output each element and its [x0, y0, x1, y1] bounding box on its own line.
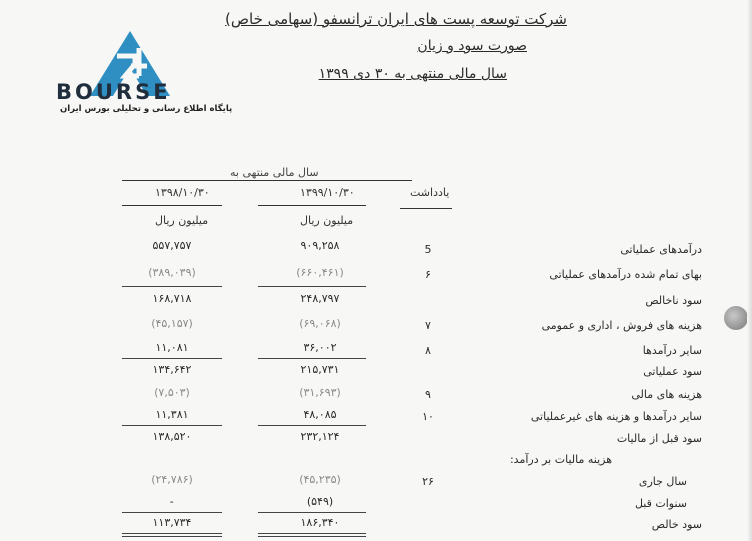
period-underline: [122, 180, 412, 181]
row-label: سود قبل از مالیات: [616, 432, 702, 445]
row-value-1399: ۱۸۶,۳۴۰: [300, 516, 340, 529]
col2-date: ۱۳۹۸/۱۰/۳۰: [155, 186, 210, 199]
note-header: یادداشت: [410, 186, 450, 199]
row-value-1399: (۴۵,۲۳۵): [299, 473, 341, 486]
col1-date: ۱۳۹۹/۱۰/۳۰: [300, 186, 355, 199]
row-value-1398: ۱۳۴,۶۴۲: [152, 363, 192, 376]
row-value-1398: (۳۸۹,۰۳۹): [148, 266, 196, 279]
row-label: بهای تمام شده درآمدهای عملیاتی: [549, 268, 702, 281]
col2-date-underline: [122, 205, 222, 206]
row-value-1398: ۱۱,۰۸۱: [155, 341, 189, 354]
row-value-1399: ۹۰۹,۲۵۸: [300, 239, 340, 252]
row-value-1398: ۵۵۷,۷۵۷: [152, 239, 192, 252]
row-value-1399: ۲۳۲,۱۲۴: [300, 430, 340, 443]
col1-date-underline: [258, 205, 366, 206]
row-label: هزینه های مالی: [631, 388, 702, 401]
subtotal-line: [122, 512, 222, 513]
row-value-1398: ۱۱۳,۷۳۴: [152, 516, 192, 529]
subtotal-line: [258, 425, 366, 426]
row-label: سال جاری: [638, 475, 687, 488]
row-label: سود ناخالص: [645, 294, 702, 307]
row-value-1398: (۲۴,۷۸۶): [151, 473, 193, 486]
row-note: 5: [424, 243, 432, 256]
total-double-line: [258, 536, 366, 537]
row-label: درآمدهای عملیاتی: [620, 243, 702, 256]
company-title: شرکت توسعه پست های ایران ترانسفو (سهامی خاص): [225, 10, 567, 28]
total-double-line: [258, 533, 366, 534]
row-note: ۶: [425, 268, 431, 281]
subtotal-line: [122, 358, 222, 359]
binder-hole-icon: [724, 306, 748, 330]
row-value-1398: ۱۳۸,۵۲۰: [152, 430, 192, 443]
subtotal-line: [258, 286, 366, 287]
row-note: ۱۰: [422, 410, 434, 423]
row-value-1399: (۳۱,۶۹۳): [299, 386, 341, 399]
total-double-line: [122, 533, 222, 534]
logo-text: BOURSE: [56, 80, 171, 104]
period-title: سال مالی منتهی به ۳۰ دی ۱۳۹۹: [318, 66, 507, 82]
row-value-1399: (۶۶۰,۴۶۱): [296, 266, 344, 279]
row-label: هزینه مالیات بر درآمد:: [509, 453, 612, 466]
row-label: سایر درآمدها: [642, 344, 702, 357]
statement-title: صورت سود و زیان: [417, 38, 527, 54]
row-value-1398: -: [169, 495, 175, 508]
row-value-1399: ۴۸,۰۸۵: [303, 408, 337, 421]
row-note: ۷: [425, 319, 431, 332]
row-value-1398: (۴۵,۱۵۷): [151, 317, 193, 330]
row-value-1399: (۵۴۹): [306, 495, 334, 508]
col2-unit: میلیون ریال: [155, 214, 209, 227]
subtotal-line: [258, 512, 366, 513]
row-value-1399: ۲۴۸,۷۹۷: [300, 292, 340, 305]
row-value-1399: (۶۹,۰۶۸): [299, 317, 341, 330]
row-value-1399: ۲۱۵,۷۳۱: [300, 363, 340, 376]
subtotal-line: [122, 425, 222, 426]
row-label: سود عملیاتی: [643, 365, 702, 378]
row-value-1398: ۱۶۸,۷۱۸: [152, 292, 192, 305]
total-double-line: [122, 536, 222, 537]
subtotal-line: [258, 358, 366, 359]
logo-subtitle: پایگاه اطلاع رسانی و تحلیلی بورس ایران: [60, 104, 233, 114]
row-value-1399: ۳۶,۰۰۲: [303, 341, 337, 354]
note-underline: [400, 208, 452, 209]
page-edge: [747, 0, 752, 541]
subtotal-line: [122, 286, 222, 287]
col1-unit: میلیون ریال: [300, 214, 354, 227]
row-label: سود خالص: [651, 518, 702, 531]
row-note: ۲۶: [422, 475, 434, 488]
row-label: سنوات قبل: [634, 497, 687, 510]
row-label: سایر درآمدها و هزینه های غیرعملیاتی: [530, 410, 702, 423]
row-note: ۸: [425, 344, 431, 357]
row-value-1398: (۷,۵۰۳): [154, 386, 190, 399]
row-note: ۹: [425, 388, 431, 401]
row-label: هزینه های فروش ، اداری و عمومی: [541, 319, 702, 332]
row-value-1398: ۱۱,۳۸۱: [155, 408, 189, 421]
period-heading: سال مالی منتهی به: [230, 166, 319, 179]
